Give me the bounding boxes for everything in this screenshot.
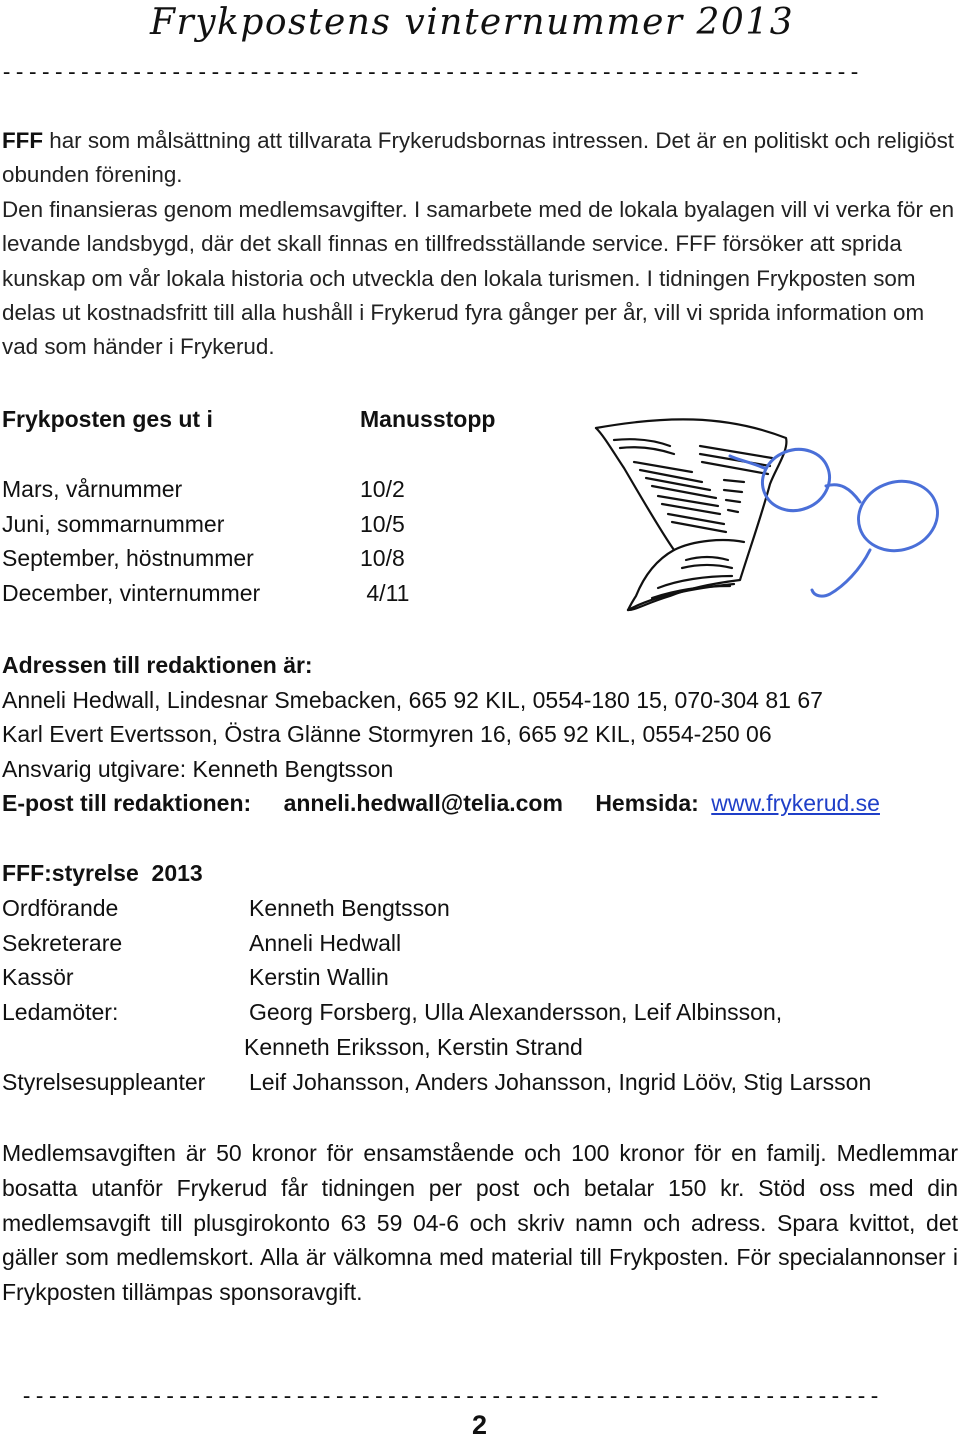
email-link[interactable]: anneli.hedwall@telia.com — [283, 790, 563, 817]
address-line: Anneli Hedwall, Lindesnar Smebacken, 665 92 KIL, 0554-180 15, 070-304 81 67 — [2, 686, 823, 713]
schedule-deadline: 10/8 — [360, 545, 405, 572]
intro-p1-text: har som målsättning att tillvarata Frykerudsbornas intressen. Det är en politiskt och religiöst obunden förening. — [2, 128, 954, 188]
board-member — [2, 960, 389, 995]
board-names: Kenneth Eriksson, Kerstin Strand — [244, 1033, 583, 1060]
website-label: Hemsida: — [595, 790, 699, 817]
board-member — [2, 926, 402, 961]
board-role: Ordförande — [2, 894, 119, 921]
board-member — [2, 891, 450, 926]
board-role: Sekreterare — [2, 929, 123, 956]
schedule-deadline: 10/5 — [360, 510, 405, 537]
board-role: Ledamöter: — [2, 999, 119, 1026]
address-heading: Adressen till redaktionen är: — [2, 652, 313, 678]
board-member — [2, 995, 783, 1030]
email-label: E-post till redaktionen: — [2, 790, 252, 817]
intro-paragraph-1 — [2, 124, 960, 193]
newspaper-with-glasses-icon — [574, 410, 960, 618]
board-heading: FFF:styrelse 2013 — [2, 860, 203, 886]
intro-lead: FFF — [2, 128, 44, 153]
schedule-issue: Mars, vårnummer — [2, 476, 183, 502]
board-role: Styrelsesuppleanter — [2, 1068, 206, 1095]
board-role: Kassör — [2, 964, 74, 991]
editorial-address — [2, 648, 880, 821]
website-link[interactable]: www.frykerud.se — [711, 790, 880, 817]
schedule-issue: September, höstnummer — [2, 545, 254, 572]
page-number: 2 — [472, 1410, 488, 1440]
intro-text — [2, 124, 960, 365]
contact-row — [2, 786, 880, 821]
schedule-issue: December, vinternummer — [2, 579, 261, 606]
publisher-line: Ansvarig utgivare: Kenneth Bengtsson — [2, 755, 394, 782]
board-list — [2, 856, 872, 1100]
board-names: Kenneth Bengtsson — [249, 894, 450, 921]
membership-fee-text: Medlemsavgiften är 50 kronor för ensamstående och 100 kronor för en familj. Medlemmar bosatta utanför Frykerud får tidningen per post och betalar 150 kr. Stöd oss med din medlemsavgift till plusgirokonto 63 59 04-6 och skriv namn och adress. Spara kvittot, det gäller som medlemskort. Alla är välkomna med material till Frykposten. För specialannonser i Frykposten tillämpas sponsoravgift. — [2, 1140, 958, 1306]
board-names: Leif Johansson, Anders Johansson, Ingrid Lööv, Stig Larsson — [249, 1068, 872, 1095]
board-names: Anneli Hedwall — [249, 929, 402, 956]
schedule-issue-header: Frykposten ges ut i — [2, 406, 213, 432]
schedule-deadline-header: Manusstopp — [360, 406, 496, 432]
board-member — [2, 1030, 583, 1065]
address-line: Karl Evert Evertsson, Östra Glänne Stormyren 16, 665 92 KIL, 0554-250 06 — [2, 721, 772, 748]
schedule-deadline: 4/11 — [360, 579, 410, 606]
board-member — [2, 1065, 872, 1100]
board-names: Georg Forsberg, Ulla Alexandersson, Leif Albinsson, — [249, 999, 783, 1026]
schedule-deadline: 10/2 — [360, 476, 405, 502]
intro-paragraph-2: Den finansieras genom medlemsavgifter. I samarbete med de lokala byalagen vill vi verka för en levande landsbygd, där det skall finnas en tillfredsställande service. FFF försöker att sprida kunskap om vår lokala historia och utveckla den lokala turismen. I tidningen Frykposten som delas ut kostnadsfritt till alla hushåll i Frykerud fyra gånger per år, vill vi sprida information om vad som händer i Frykerud. — [2, 196, 955, 360]
schedule-issue: Juni, sommarnummer — [2, 510, 225, 537]
top-divider: ------------------------------------------------------------------ — [0, 60, 861, 85]
page-title: Frykpostens vinternummer 2013 — [150, 2, 795, 43]
bottom-divider: ------------------------------------------------------------------ — [20, 1384, 881, 1409]
board-names: Kerstin Wallin — [249, 964, 389, 991]
